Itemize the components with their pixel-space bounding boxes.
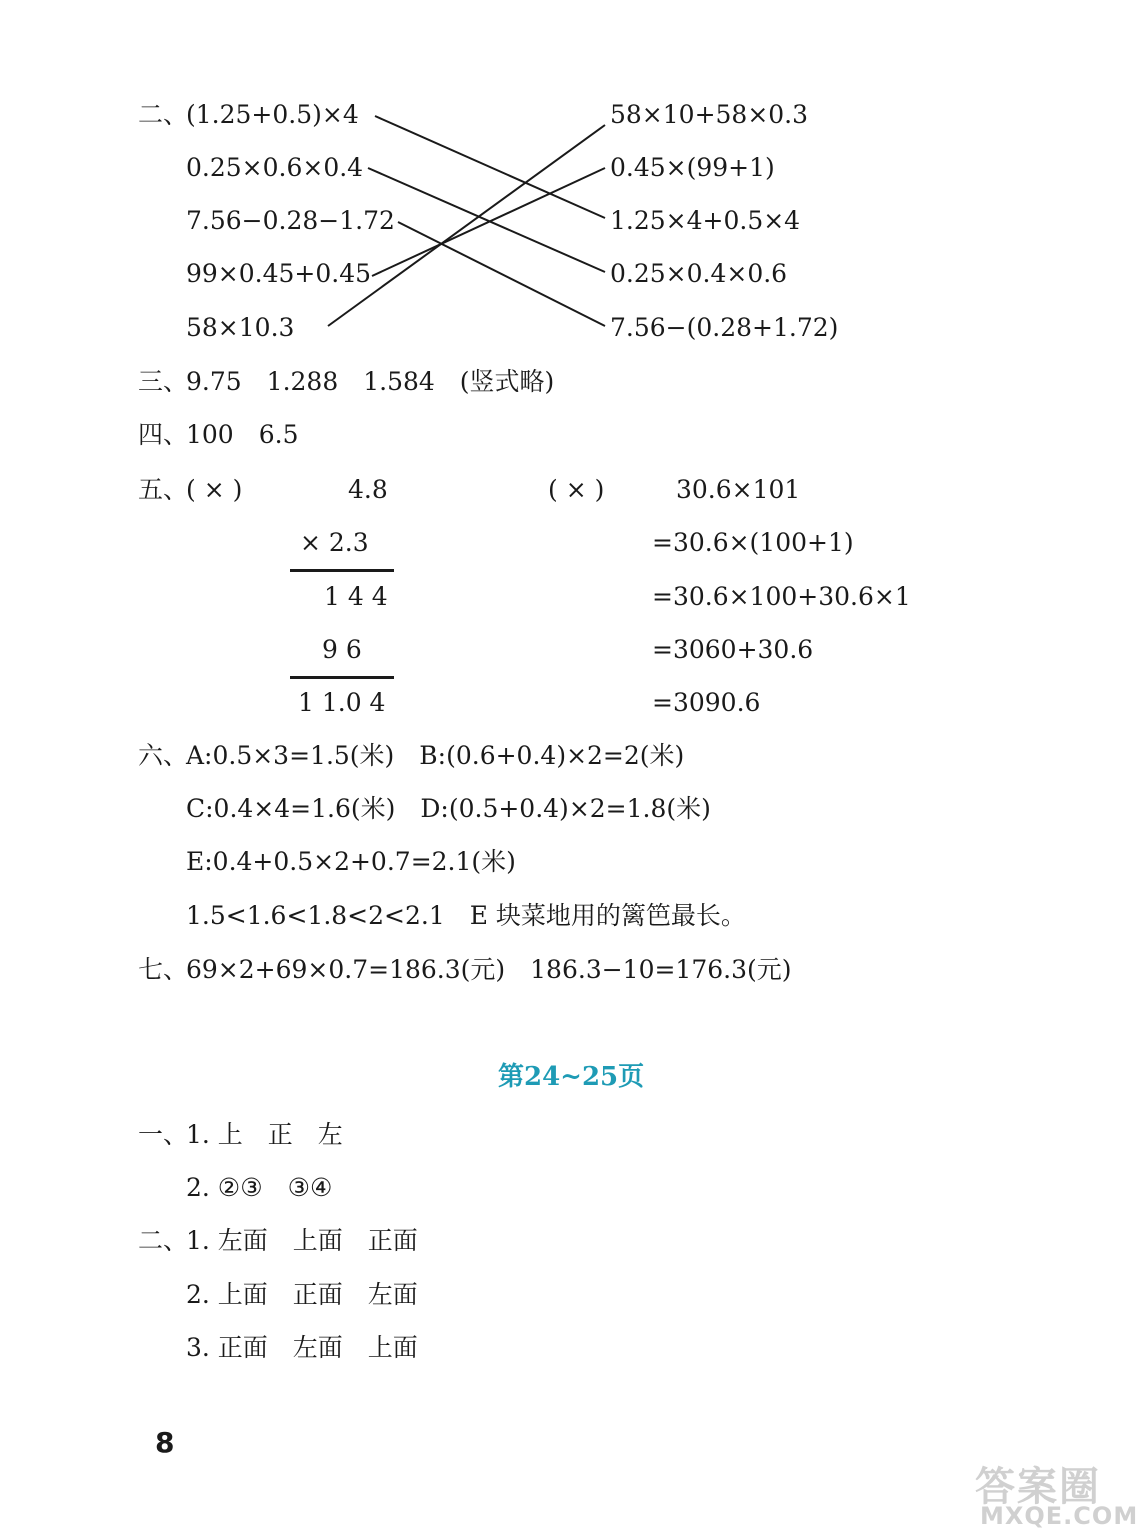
match-line-3 [398,222,605,326]
watermark-url: MXQE.COM [980,1502,1139,1530]
q2-right-2: 0.45×(99+1) [610,153,775,182]
match-line-1 [375,116,605,218]
q5-mark-2: ( × ) [548,475,605,504]
q5-step-2: =30.6×(100+1) [652,528,854,557]
q2-label: 二、 [138,100,189,129]
watermark-logo: 答案圈 [975,1464,1101,1510]
q6-line-3: E:0.4+0.5×2+0.7=2.1(米) [186,847,516,876]
q5-calc-row-3: 1 4 4 [324,582,388,611]
s2q1-line-1: 1. 上 正 左 [186,1120,343,1149]
q2-left-1: (1.25+0.5)×4 [186,100,359,129]
q3-label: 三、 [138,367,189,396]
q2-left-4: 99×0.45+0.45 [186,259,372,288]
q5-calc-row-5: 1 1.0 4 [298,688,386,717]
s2q2-line-2: 2. 上面 正面 左面 [186,1280,418,1309]
s2q2-line-1: 1. 左面 上面 正面 [186,1226,418,1255]
q5-calc-row-2: × 2.3 [300,528,369,557]
s2q1-label: 一、 [138,1120,189,1149]
calc-rule-1 [290,569,394,572]
q2-right-3: 1.25×4+0.5×4 [610,206,801,235]
q2-right-4: 0.25×0.4×0.6 [610,259,788,288]
q2-left-3: 7.56−0.28−1.72 [186,206,395,235]
q6-label: 六、 [138,741,189,770]
q2-right-5: 7.56−(0.28+1.72) [610,313,839,342]
q2-left-2: 0.25×0.6×0.4 [186,153,364,182]
s2q1-line-2: 2. ②③ ③④ [186,1173,333,1202]
q6-line-1: A:0.5×3=1.5(米) B:(0.6+0.4)×2=2(米) [186,741,685,770]
section-title: 第24~25页 [498,1062,645,1092]
match-line-5 [328,125,605,326]
q5-calc-row-1: 4.8 [348,475,388,504]
q6-line-4: 1.5<1.6<1.8<2<2.1 E 块菜地用的篱笆最长。 [186,901,746,930]
q2-right-1: 58×10+58×0.3 [610,100,809,129]
q5-step-3: =30.6×100+30.6×1 [652,582,911,611]
q2-left-5: 58×10.3 [186,313,295,342]
matching-lines [0,0,1145,400]
q4-label: 四、 [138,420,189,449]
q6-line-2: C:0.4×4=1.6(米) D:(0.5+0.4)×2=1.8(米) [186,794,711,823]
q7-label: 七、 [138,955,189,984]
s2q2-label: 二、 [138,1226,189,1255]
q5-step-1: 30.6×101 [676,475,801,504]
q7-text: 69×2+69×0.7=186.3(元) 186.3−10=176.3(元) [186,955,792,984]
q5-calc-row-4: 9 6 [322,635,362,664]
calc-rule-2 [290,676,394,679]
page-number: 8 [155,1426,175,1459]
q5-mark-1: ( × ) [186,475,243,504]
q5-label: 五、 [138,475,189,504]
q3-text: 9.75 1.288 1.584 (竖式略) [186,367,555,396]
q4-text: 100 6.5 [186,420,299,449]
q5-step-5: =3090.6 [652,688,761,717]
s2q2-line-3: 3. 正面 左面 上面 [186,1333,418,1362]
q5-step-4: =3060+30.6 [652,635,814,664]
